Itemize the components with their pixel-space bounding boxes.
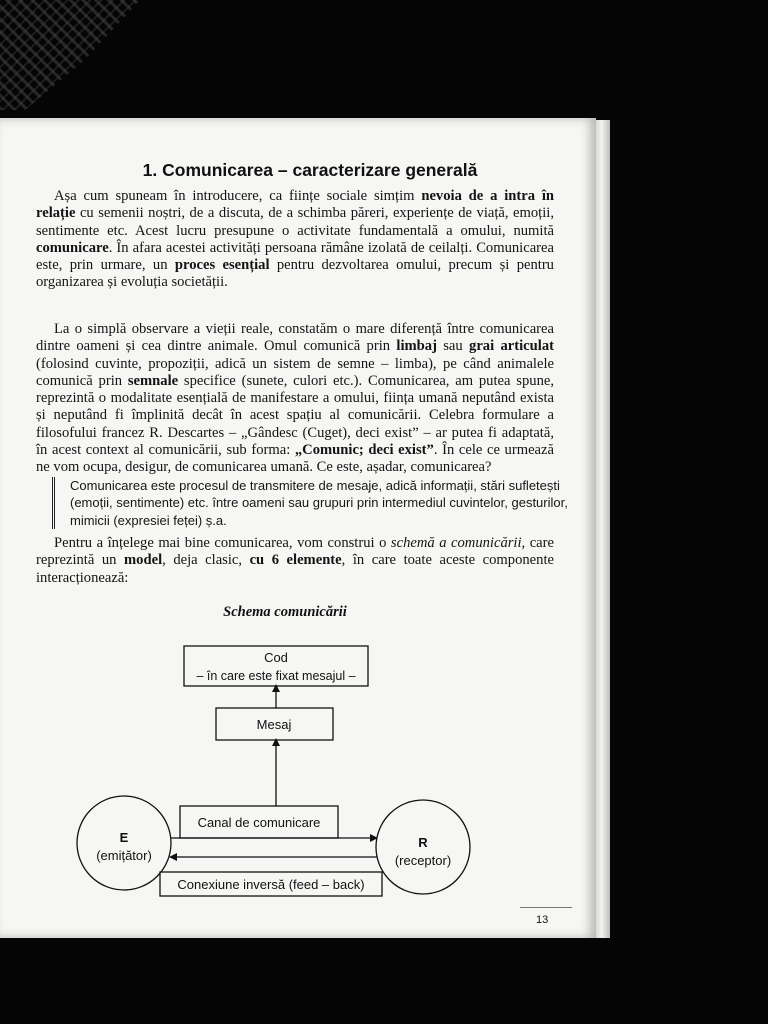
arrowhead-up-cod (272, 684, 280, 692)
text-run: La o simplă observare a vieții reale, constatăm o mare diferență între comunicarea dintre oameni și cea dintre animale. Omul comunică prin (36, 321, 554, 355)
bold-run: „Comunic; deci exist” (294, 442, 434, 459)
text-run: . În cele ce urmează ne vom ocupa, desigur, de comunicarea umană. Ce este, așadar, comunicarea? (36, 442, 554, 476)
page-edge (596, 120, 610, 938)
emitator-letter: E (119, 830, 129, 845)
definition-box: Comunicarea este procesul de transmitere de mesaje, adică informații, stări sufletești (emoții, sentimente) etc. între oameni sau grupuri prin intermediul cuvintelor, gesturilor, mimicii (expresiei feței) ș.a. (52, 477, 572, 529)
background-fabric (0, 0, 140, 110)
arrowhead-up-mesaj (272, 738, 280, 746)
text-run: , în care toate aceste componente interacționează: (36, 552, 554, 586)
paragraph-1 (36, 188, 554, 292)
text-run: , care reprezintă un (36, 535, 554, 569)
communication-diagram (60, 630, 490, 900)
bold-run: semnale (127, 372, 179, 389)
paragraph-3 (36, 535, 554, 587)
emitator-label: (emițător) (96, 848, 152, 863)
bold-run: model (124, 552, 163, 569)
feedback-label: Conexiune inversă (feed – back) (177, 877, 365, 892)
text-run: (folosind cuvinte, propoziții, adică un sistem de semne – limba), pe când animalele comunică prin (36, 355, 554, 389)
canal-label: Canal de comunicare (197, 815, 321, 830)
page-number: 13 (536, 914, 549, 926)
section-heading: 1. Comunicarea – caracterizare generală (142, 160, 478, 180)
cod-label: Cod (264, 650, 288, 665)
receptor-label: (receptor) (394, 853, 452, 868)
text-run: . În afara acestei activități persoana rămâne izolată de ceilalți. Comunicarea este, prin urmare, un (36, 239, 554, 274)
bold-run: nevoia de a intra în relație (36, 188, 555, 222)
bold-run: cu 6 elemente (249, 552, 342, 569)
cod-sublabel: – în care este fixat mesajul – (196, 669, 356, 683)
bold-run: comunicare (36, 239, 109, 256)
text-run: cu semenii noștri, de a discuta, de a schimba păreri, experiențe de viață, emoții, sentimente etc. Acest lucru presupune o activitate fundamentală a omului, numită (36, 205, 554, 239)
diagram-title: Schema comunicării (223, 604, 347, 620)
paragraph-2 (36, 321, 554, 477)
receptor-letter: R (418, 835, 428, 850)
text-run: Pentru a înțelege mai bine comunicarea, vom construi o (54, 535, 391, 551)
italic-run: schemă a comunicării (390, 535, 522, 551)
text-run: specifice (sunete, culori etc.). Comunicarea, am putea spune, reprezintă o modalitate esențială de manifestare a omului, ființa umană neputând exista și neputând fi împlinită decât în acest spațiu al comunicării. Celebra formulare a filosofului francez R. Descartes – „Gândesc (Cuget), deci exist” – ar putea fi adaptată, în acest context al comunicării, sub forma: (36, 372, 554, 459)
footer-rule (520, 907, 572, 908)
mesaj-label: Mesaj (256, 717, 292, 732)
text-run: pentru dezvoltarea omului, precum și pentru organizarea și evoluția societății. (36, 257, 554, 291)
text-run: sau (436, 338, 470, 355)
bold-run: grai articulat (469, 338, 554, 355)
bold-run: proces esențial (174, 257, 270, 274)
text-run: Așa cum spuneam în introducere, ca ființe sociale simțim (54, 188, 422, 204)
bold-run: limbaj (396, 338, 437, 355)
text-run: , deja clasic, (162, 552, 250, 569)
